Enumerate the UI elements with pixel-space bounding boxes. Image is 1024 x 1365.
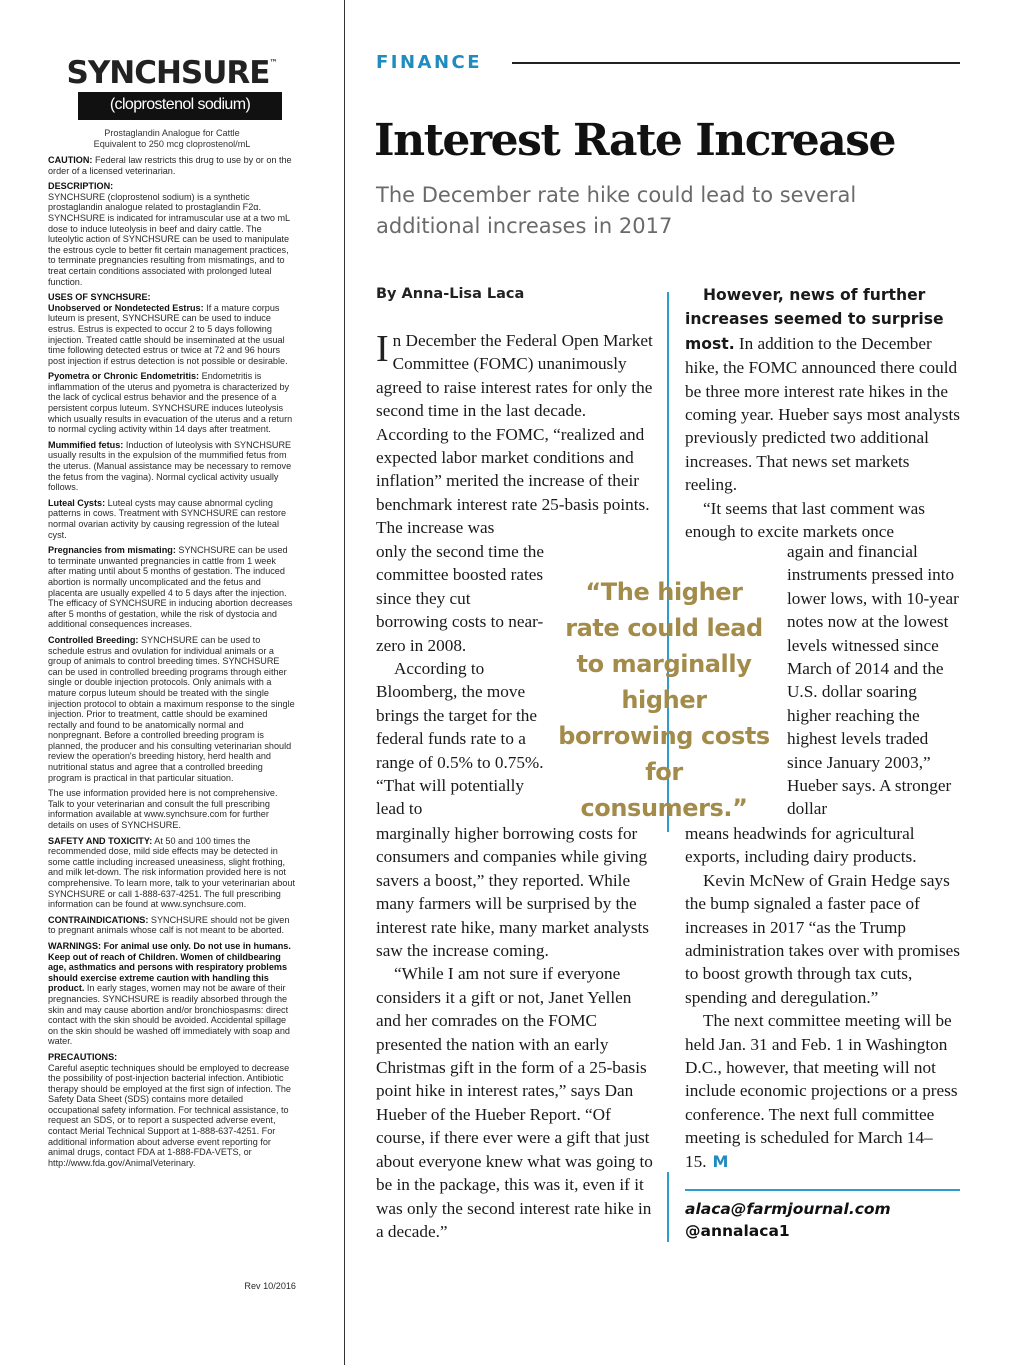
- description-heading: DESCRIPTION:: [48, 181, 114, 192]
- ad-precautions: [48, 1052, 296, 1169]
- brand-name: SYNCHSURE: [66, 55, 270, 91]
- tagline-line-2: Equivalent to 250 mcg cloprostenol/mL: [93, 139, 251, 149]
- ad-description: [48, 181, 296, 287]
- ad-mummified: [48, 440, 296, 493]
- unobserved-heading: Unobserved or Nondetected Estrus:: [48, 302, 204, 313]
- luteal-heading: Luteal Cysts:: [48, 497, 106, 508]
- author-twitter-link[interactable]: @annalaca1: [685, 1222, 790, 1240]
- paragraph-2: According to Bloomberg, the move brings the target for the federal funds rate to a range of 0.5% to 0.75%. “That will potentially lead to: [376, 659, 544, 819]
- ad-breeding: [48, 635, 296, 783]
- paragraph-1: [376, 329, 654, 540]
- caution-text: Federal law restricts this drug to use by or on the order of a licensed veterinarian.: [48, 155, 292, 176]
- column-2-paragraph-1-text: In addition to the December hike, the FOMC announced there could be three more interest rate hikes in the coming year. Hueber says most analysts previously predicted two additional increases. That news set markets reeling.: [685, 333, 960, 495]
- section-header: [376, 50, 960, 76]
- section-rule: [512, 62, 960, 64]
- column-2-top: [685, 283, 963, 543]
- brand-tagline: [48, 128, 296, 150]
- precautions-heading: PRECAUTIONS:: [48, 1051, 118, 1062]
- contact-rule: [685, 1189, 960, 1191]
- author-email-link[interactable]: alaca@farmjournal.com: [685, 1200, 891, 1218]
- subheadline: The December rate hike could lead to several additional increases in 2017: [376, 183, 857, 238]
- brand-generic-name: (cloprostenol sodium): [78, 92, 282, 120]
- paragraph-1-continued: only the second time the committee boosted rates since they cut borrowing costs to near-zero in 2008.: [376, 542, 545, 655]
- ad-warnings: [48, 941, 296, 1047]
- drop-cap: I: [376, 328, 389, 370]
- breeding-heading: Controlled Breeding:: [48, 634, 139, 645]
- breeding-text: SYNCHSURE can be used to schedule estrus and ovulation for individual animals or a group of animals to control breeding times. SYNCHSURE can be used in controlled breeding programs through either single or double injection protocols. Only animals with a mature corpus luteum should be treated with the single injection protocol to obtain a maximum response to the single injection. Prior to treatment, cattle should be examined rectally and found to be anatomically normal and nonpregnant. Before a controlled breeding program is planned, the producer and his consulting veterinarian should review the operation's breeding history, herd health and nutritional status and agree that a controlled breeding program is practical in that particular situation.: [48, 634, 295, 783]
- column-1-bottom: [376, 822, 656, 1243]
- byline: By Anna-Lisa Laca: [376, 286, 525, 302]
- ad-brand: [48, 40, 296, 150]
- pyometra-text: Endometritis is inflammation of the uterus and pyometra is characterized by the lack of cyclical estrus behavior and the presence of a persistent corpus luteum. SYNCHSURE induces luteolysis which usually results in evacuation of the uterus and a return to normal cycling activity within 14 days after treatment.: [48, 371, 293, 435]
- ad-contraindications: [48, 915, 296, 936]
- safety-heading: SAFETY AND TOXICITY:: [48, 835, 153, 846]
- page-divider: [344, 0, 345, 1365]
- paragraph-3: “While I am not sure if everyone considers it a gift or not, Janet Yellen and her comrades on the FOMC presented the nation with an early Christmas gift in the form of a 25-basis point hike in interest rates,” says Dan Hueber of the Hueber Report. “Of course, if there ever were a gift that just about everyone knew what was going to be in the package, this was it, even if it was only the second interest rate hike in a decade.”: [376, 964, 653, 1241]
- mummified-text: Induction of luteolysis with SYNCHSURE usually results in the expulsion of the mummified fetus from the uterus. (Manual assistance may be necessary to remove the fetus from the vagina). Normal cyclical activity usually follows.: [48, 439, 292, 493]
- ad-caution: [48, 155, 296, 176]
- warnings-heading: WARNINGS: For animal use only. Do not use in humans. Keep out of reach of Children. Women of childbearing age, asthmatics and persons with respiratory problems should exercise extreme caution with handling this product.: [48, 940, 291, 994]
- column-2-bottom: [685, 822, 963, 1173]
- precautions-text: Careful aseptic techniques should be employed to decrease the possibility of post-injection bacterial infection. Antibiotic therapy should be employed at the first sign of infection. The Safety Data Sheet (SDS) contains more detailed occupational safety information. For technical assistance, to request an SDS, or to report a suspected adverse event, contact Merial Technical Support at 1-888-637-4251. For additional information about adverse event reporting for animal drugs, contact FDA at 1-888-FDA-VETS, or http://www.fda.gov/AnimalVeterinary.: [48, 1062, 291, 1168]
- ad-pregnancies: [48, 545, 296, 630]
- headline: Interest Rate Increase: [374, 115, 896, 166]
- paragraph-2-continued: marginally higher borrowing costs for consumers and companies while giving savers a boost,” they reported. While many farmers will be surprised by the interest rate hike, many market analysts saw the increase coming.: [376, 824, 649, 961]
- column-2-paragraph-4: [685, 1009, 963, 1173]
- section-label: FINANCE: [376, 52, 483, 73]
- unobserved-text: If a mature corpus luteum is present, SYNCHSURE can be used to induce estrus. Estrus is expected to occur 2 to 5 days following injection. Treated cattle should be inseminated at the usual time following detected estrus or twice at 72 and 96 hours post injection if estrus detection is not possible or desirable.: [48, 302, 288, 366]
- ad-uses: [48, 292, 296, 366]
- column-2-paragraph-4-text: The next committee meeting will be held Jan. 31 and Feb. 1 in Washington D.C., however, that meeting will not include economic projections or a press conference. The next full committee meeting is scheduled for March 14–15.: [685, 1011, 958, 1171]
- column-2-paragraph-3: Kevin McNew of Grain Hedge says the bump signaled a faster pace of increases in 2017 “as the Trump administration takes over with promises to boost growth through tax cuts, spending and deregulation.”: [685, 870, 960, 1007]
- brand-logo: [48, 40, 296, 90]
- pyometra-heading: Pyometra or Chronic Endometritis:: [48, 371, 200, 382]
- column-1-top: [376, 329, 654, 540]
- synchsure-ad: [48, 40, 296, 1310]
- safety-text: At 50 and 100 times the recommended dose, mild side effects may be detected in some cattle including increased uneasiness, slight frothing, and milk let-down. The risk information provided here is not comprehensive. To learn more, talk to your veterinarian about SYNCHSURE or call 1-888-637-4251. The full prescribing information can be found at www.synchsure.com.: [48, 835, 296, 910]
- column-divider-bottom: [667, 1172, 669, 1242]
- ad-revision: Rev 10/2016: [244, 1281, 296, 1292]
- column-2-narrow: [787, 540, 963, 821]
- uses-heading: USES OF SYNCHSURE:: [48, 292, 151, 303]
- ad-luteal: [48, 498, 296, 540]
- tagline-line-1: Prostaglandin Analogue for Cattle: [104, 128, 240, 138]
- column-2-paragraph-2-continued: again and financial instruments pressed into lower lows, with 10-year notes now at the lowest levels witnessed since March of 2014 and the U.S. dollar soaring higher reaching the highest levels traded since January 2003,” Hueber says. A stronger dollar: [787, 542, 959, 819]
- luteal-text: Luteal cysts may cause abnormal cycling patterns in cows. Treatment with SYNCHSURE can restore normal ovarian activity by causing regression of the luteal cyst.: [48, 497, 287, 540]
- pull-quote: “The higher rate could lead to marginally higher borrowing costs for consumers.”: [558, 578, 770, 822]
- ad-pyometra: [48, 371, 296, 435]
- caution-heading: CAUTION:: [48, 155, 93, 165]
- column-2-paragraph-1: [685, 283, 963, 497]
- pregnancies-text: SYNCHSURE can be used to terminate unwanted pregnancies in cattle from 1 week after mating until about 5 months of gestation. The induced abortion is normally uncomplicated and the fetus and placenta are usually expelled 4 to 5 days after the injection. The efficacy of SYNCHSURE in inducing abortion decreases after 5 months of gestation, while the risk of dystocia and additional consequences increases.: [48, 545, 293, 630]
- warnings-text: In early stages, women may not be aware of their pregnancies. SYNCHSURE is readily absorbed through the skin and may cause abortion and/or bronchiospasms: direct contact with the skin should be avoided. Accidental spillage on the skin should be washed off immediately with soap and water.: [48, 983, 290, 1047]
- mummified-heading: Mummified fetus:: [48, 439, 124, 450]
- column-2-paragraph-2-end: means headwinds for agricultural exports, including dairy products.: [685, 824, 917, 867]
- contra-text: SYNCHSURE should not be given to pregnant animals whose calf is not meant to be aborted.: [48, 914, 290, 936]
- ad-safety: [48, 836, 296, 910]
- column-2-paragraph-2: “It seems that last comment was enough to excite markets once: [685, 498, 925, 542]
- column-1-narrow: [376, 540, 546, 821]
- ad-use-info: The use information provided here is not comprehensive. Talk to your veterinarian and consult the full prescribing information available at www.synchsure.com for further details on uses of SYNCHSURE.: [48, 788, 278, 831]
- end-mark-icon: M: [712, 1151, 729, 1171]
- contra-heading: CONTRAINDICATIONS:: [48, 914, 149, 925]
- author-contact: [685, 1198, 891, 1242]
- column-2-lead-in: However, news of further increases seemed to surprise most.: [685, 286, 944, 353]
- pregnancies-heading: Pregnancies from mismating:: [48, 545, 176, 556]
- description-text: SYNCHSURE (cloprostenol sodium) is a synthetic prostaglandin analogue related to prostaglandin F2α. SYNCHSURE is indicated for intramuscular use at a two mL dose to induce luteolysis in beef and dairy cattle. The luteolytic action of SYNCHSURE can be used to manipulate the estrous cycle to better fit certain management practices, to terminate pregnancies resulting from mismatings, and to treat certain conditions associated with prolonged luteal function.: [48, 191, 290, 287]
- trademark: ™: [269, 58, 278, 67]
- paragraph-1-text: n December the Federal Open Market Committee (FOMC) unanimously agreed to raise interest rates for only the second time in the last decade. According to the FOMC, “realized and expected labor market conditions and inflation” merited the increase of their benchmark interest rate 25-basis points. The increase was: [376, 331, 653, 538]
